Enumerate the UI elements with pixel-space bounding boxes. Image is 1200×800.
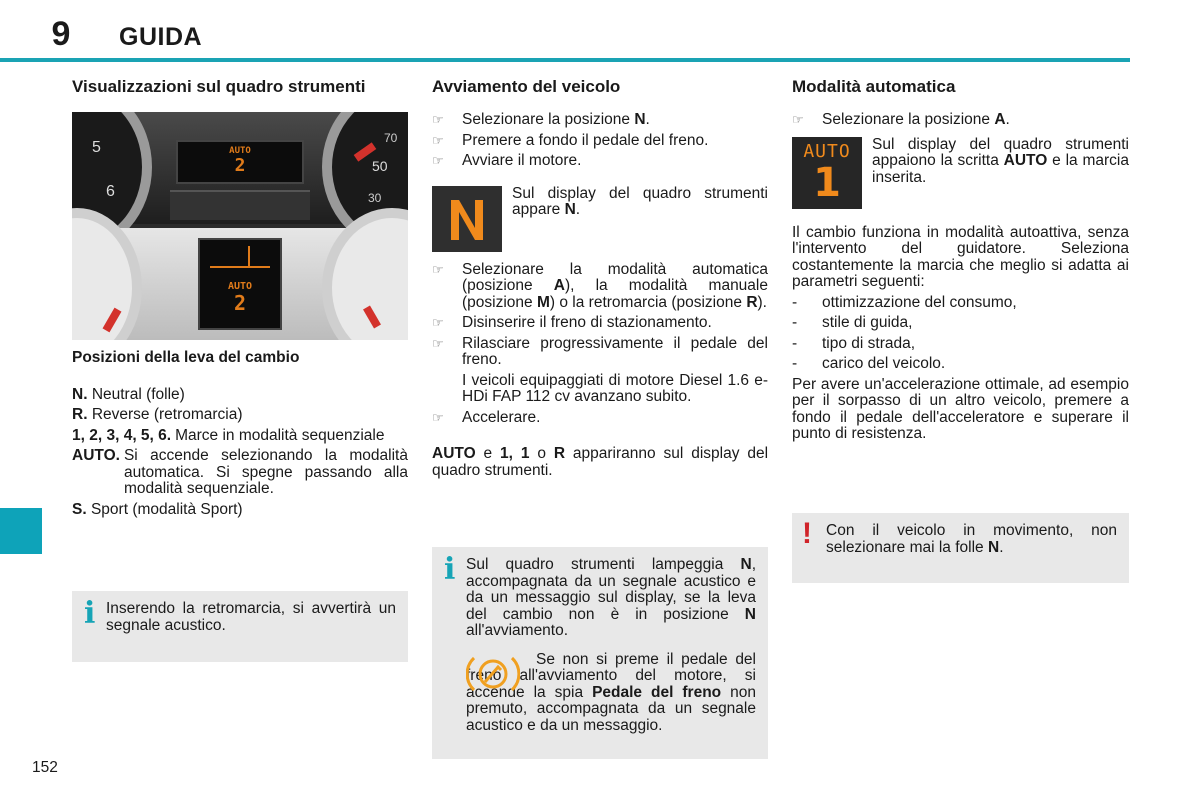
pointing-hand-icon: ☞ — [432, 132, 444, 148]
info-icon: i — [84, 596, 96, 631]
section-title-instrument-display: Visualizzazioni sul quadro strumenti — [72, 77, 366, 96]
start-step: ☞ Selezionare la modalità automatica (posizione A), la modalità manuale (posizione M) o la retromarcia (posizione R). — [432, 260, 768, 311]
start-step: ☞ Selezionare la posizione N. — [432, 111, 650, 128]
start-steps-list-2 — [432, 262, 768, 427]
pointing-hand-icon: ☞ — [792, 112, 804, 127]
position-key: R. — [72, 406, 88, 423]
pointing-hand-icon: ☞ — [432, 153, 444, 168]
position-key: 1, 2, 3, 4, 5, 6. — [72, 426, 172, 444]
dial-number: 6 — [106, 183, 115, 200]
positions-heading: Posizioni della leva del cambio — [72, 349, 300, 366]
position-item — [72, 502, 408, 519]
column-automatic-mode — [792, 76, 1129, 443]
diesel-note: I veicoli equipaggiati di motore Diesel 1.6 e-HDi FAP 112 cv avanzano subito. — [462, 371, 768, 405]
brake-warning-note — [466, 652, 756, 735]
auto-display-note — [792, 137, 1129, 209]
position-item — [72, 428, 408, 445]
instrument-cluster-image — [72, 112, 408, 340]
position-item — [72, 387, 408, 404]
start-step: ☞ Avviare il motore. — [432, 152, 582, 169]
gear-line — [248, 246, 250, 268]
parameter-item: - carico del veicolo. — [792, 355, 946, 372]
display-note: AUTO e 1, 1 o R appariranno sul display del quadro strumenti. — [432, 445, 769, 479]
parameter-item: - tipo di strada, — [792, 334, 916, 352]
parameter-item: - ottimizzazione del consumo, — [792, 293, 1017, 311]
cluster-top-panel — [72, 112, 408, 224]
display-gear-text: 2 — [233, 291, 247, 315]
display-auto-text: AUTO — [227, 281, 253, 292]
warning-box-neutral — [792, 513, 1129, 583]
position-text: Sport (modalità Sport) — [90, 500, 243, 518]
chapter-title: GUIDA — [119, 23, 203, 51]
bottom-right-dial — [322, 208, 408, 340]
info-text: Sul quadro strumenti lampeggia N, accompagnata da un segnale acustico e da un messaggio sul display, se la leva del cambio non è in posizione N all'avviamento. — [466, 556, 756, 639]
auto-step: ☞ Selezionare la posizione A. — [792, 111, 1010, 128]
display-lower-frame — [170, 190, 310, 220]
position-key: N. — [72, 385, 88, 403]
cluster-bottom-panel — [72, 228, 408, 340]
section-title-starting: Avviamento del veicolo — [432, 77, 621, 96]
warning-icon: ! — [802, 517, 812, 550]
start-step: ☞ Rilasciare progressivamente il pedale del freno. I veicoli equipaggiati di motore Diesel 1.6 e-HDi FAP 112 cv avanzano subito. — [432, 334, 768, 405]
position-text: Marce in modalità sequenziale — [175, 426, 385, 444]
pointing-hand-icon: ☞ — [432, 261, 444, 277]
positions-list — [72, 387, 408, 519]
auto-indicator-tile — [792, 137, 862, 209]
top-display-lcd — [176, 140, 304, 184]
info-icon: i — [444, 552, 456, 587]
position-text: Neutral (folle) — [91, 385, 185, 403]
pointing-hand-icon: ☞ — [432, 112, 444, 127]
auto-paragraph: Il cambio funziona in modalità autoattiva, senza l'intervento del guidatore. Seleziona costantemente la marcia che meglio si adatta ai parametri seguenti: — [792, 223, 1129, 290]
column-starting — [432, 76, 768, 479]
gear-line — [210, 266, 270, 268]
header-rule — [0, 58, 1130, 62]
dial-number: 5 — [92, 139, 101, 156]
brake-warning-text: Se non si preme il pedale del freno all'avviamento del motore, si accende la spia Pedale del freno non premuto, accompagnata da un segnale acustico e da un messaggio. — [466, 650, 757, 734]
neutral-indicator-tile — [432, 186, 502, 252]
position-item — [72, 407, 408, 424]
dial-number: 30 — [368, 191, 382, 205]
info-text: Inserendo la retromarcia, si avvertirà un segnale acustico. — [106, 600, 396, 634]
display-gear-text: 2 — [234, 155, 246, 176]
display-auto-text: AUTO — [229, 146, 251, 156]
kickdown-paragraph: Per avere un'accelerazione ottimale, ad esempio per il sorpasso di un altro veicolo, premere a fondo il pedale dell'acceleratore e superare il punto di resistenza. — [792, 375, 1129, 442]
column-instrument-display — [72, 76, 408, 518]
start-step: ☞ Disinserire il freno di stazionamento. — [432, 314, 712, 331]
dial-number: 70 — [384, 131, 398, 145]
pointing-hand-icon: ☞ — [432, 409, 444, 425]
parameter-item: - stile di guida, — [792, 314, 913, 331]
pointing-hand-icon: ☞ — [432, 335, 444, 351]
bottom-display-lcd — [198, 238, 282, 330]
auto-parameters-list — [792, 295, 1129, 373]
start-steps-list — [432, 112, 768, 170]
position-item — [72, 448, 408, 498]
start-step: ☞ Accelerare. — [432, 408, 541, 426]
pointing-hand-icon: ☞ — [432, 315, 444, 330]
neutral-display-note — [432, 186, 768, 252]
start-step: ☞ Premere a fondo il pedale del freno. — [432, 131, 709, 149]
auto-tile-gear: 1 — [813, 159, 841, 206]
info-box-reverse — [72, 591, 408, 662]
position-key: AUTO. — [72, 447, 120, 464]
auto-tile-label: AUTO — [803, 140, 851, 162]
page-number: 152 — [32, 759, 58, 776]
chapter-number: 9 — [51, 15, 71, 53]
dial-number: 50 — [372, 158, 388, 174]
info-box-neutral-start — [432, 547, 768, 759]
auto-steps-list — [792, 112, 1129, 129]
letter-n-icon — [445, 196, 489, 242]
position-text: Reverse (retromarcia) — [91, 406, 243, 423]
position-key: S. — [72, 500, 87, 518]
section-title-automatic-mode: Modalità automatica — [792, 77, 956, 96]
brake-pedal-warning-icon — [466, 652, 520, 696]
chapter-side-tab — [0, 508, 42, 554]
neutral-display-text: Sul display del quadro strumenti appare N. — [512, 184, 768, 218]
position-text: Si accende selezionando la modalità automatica. Si spegne passando alla modalità sequenziale. — [123, 447, 408, 497]
auto-display-text: Sul display del quadro strumenti appaiono la scritta AUTO e la marcia inserita. — [872, 135, 1129, 186]
warning-text: Con il veicolo in movimento, non selezionare mai la folle N. — [826, 522, 1117, 556]
